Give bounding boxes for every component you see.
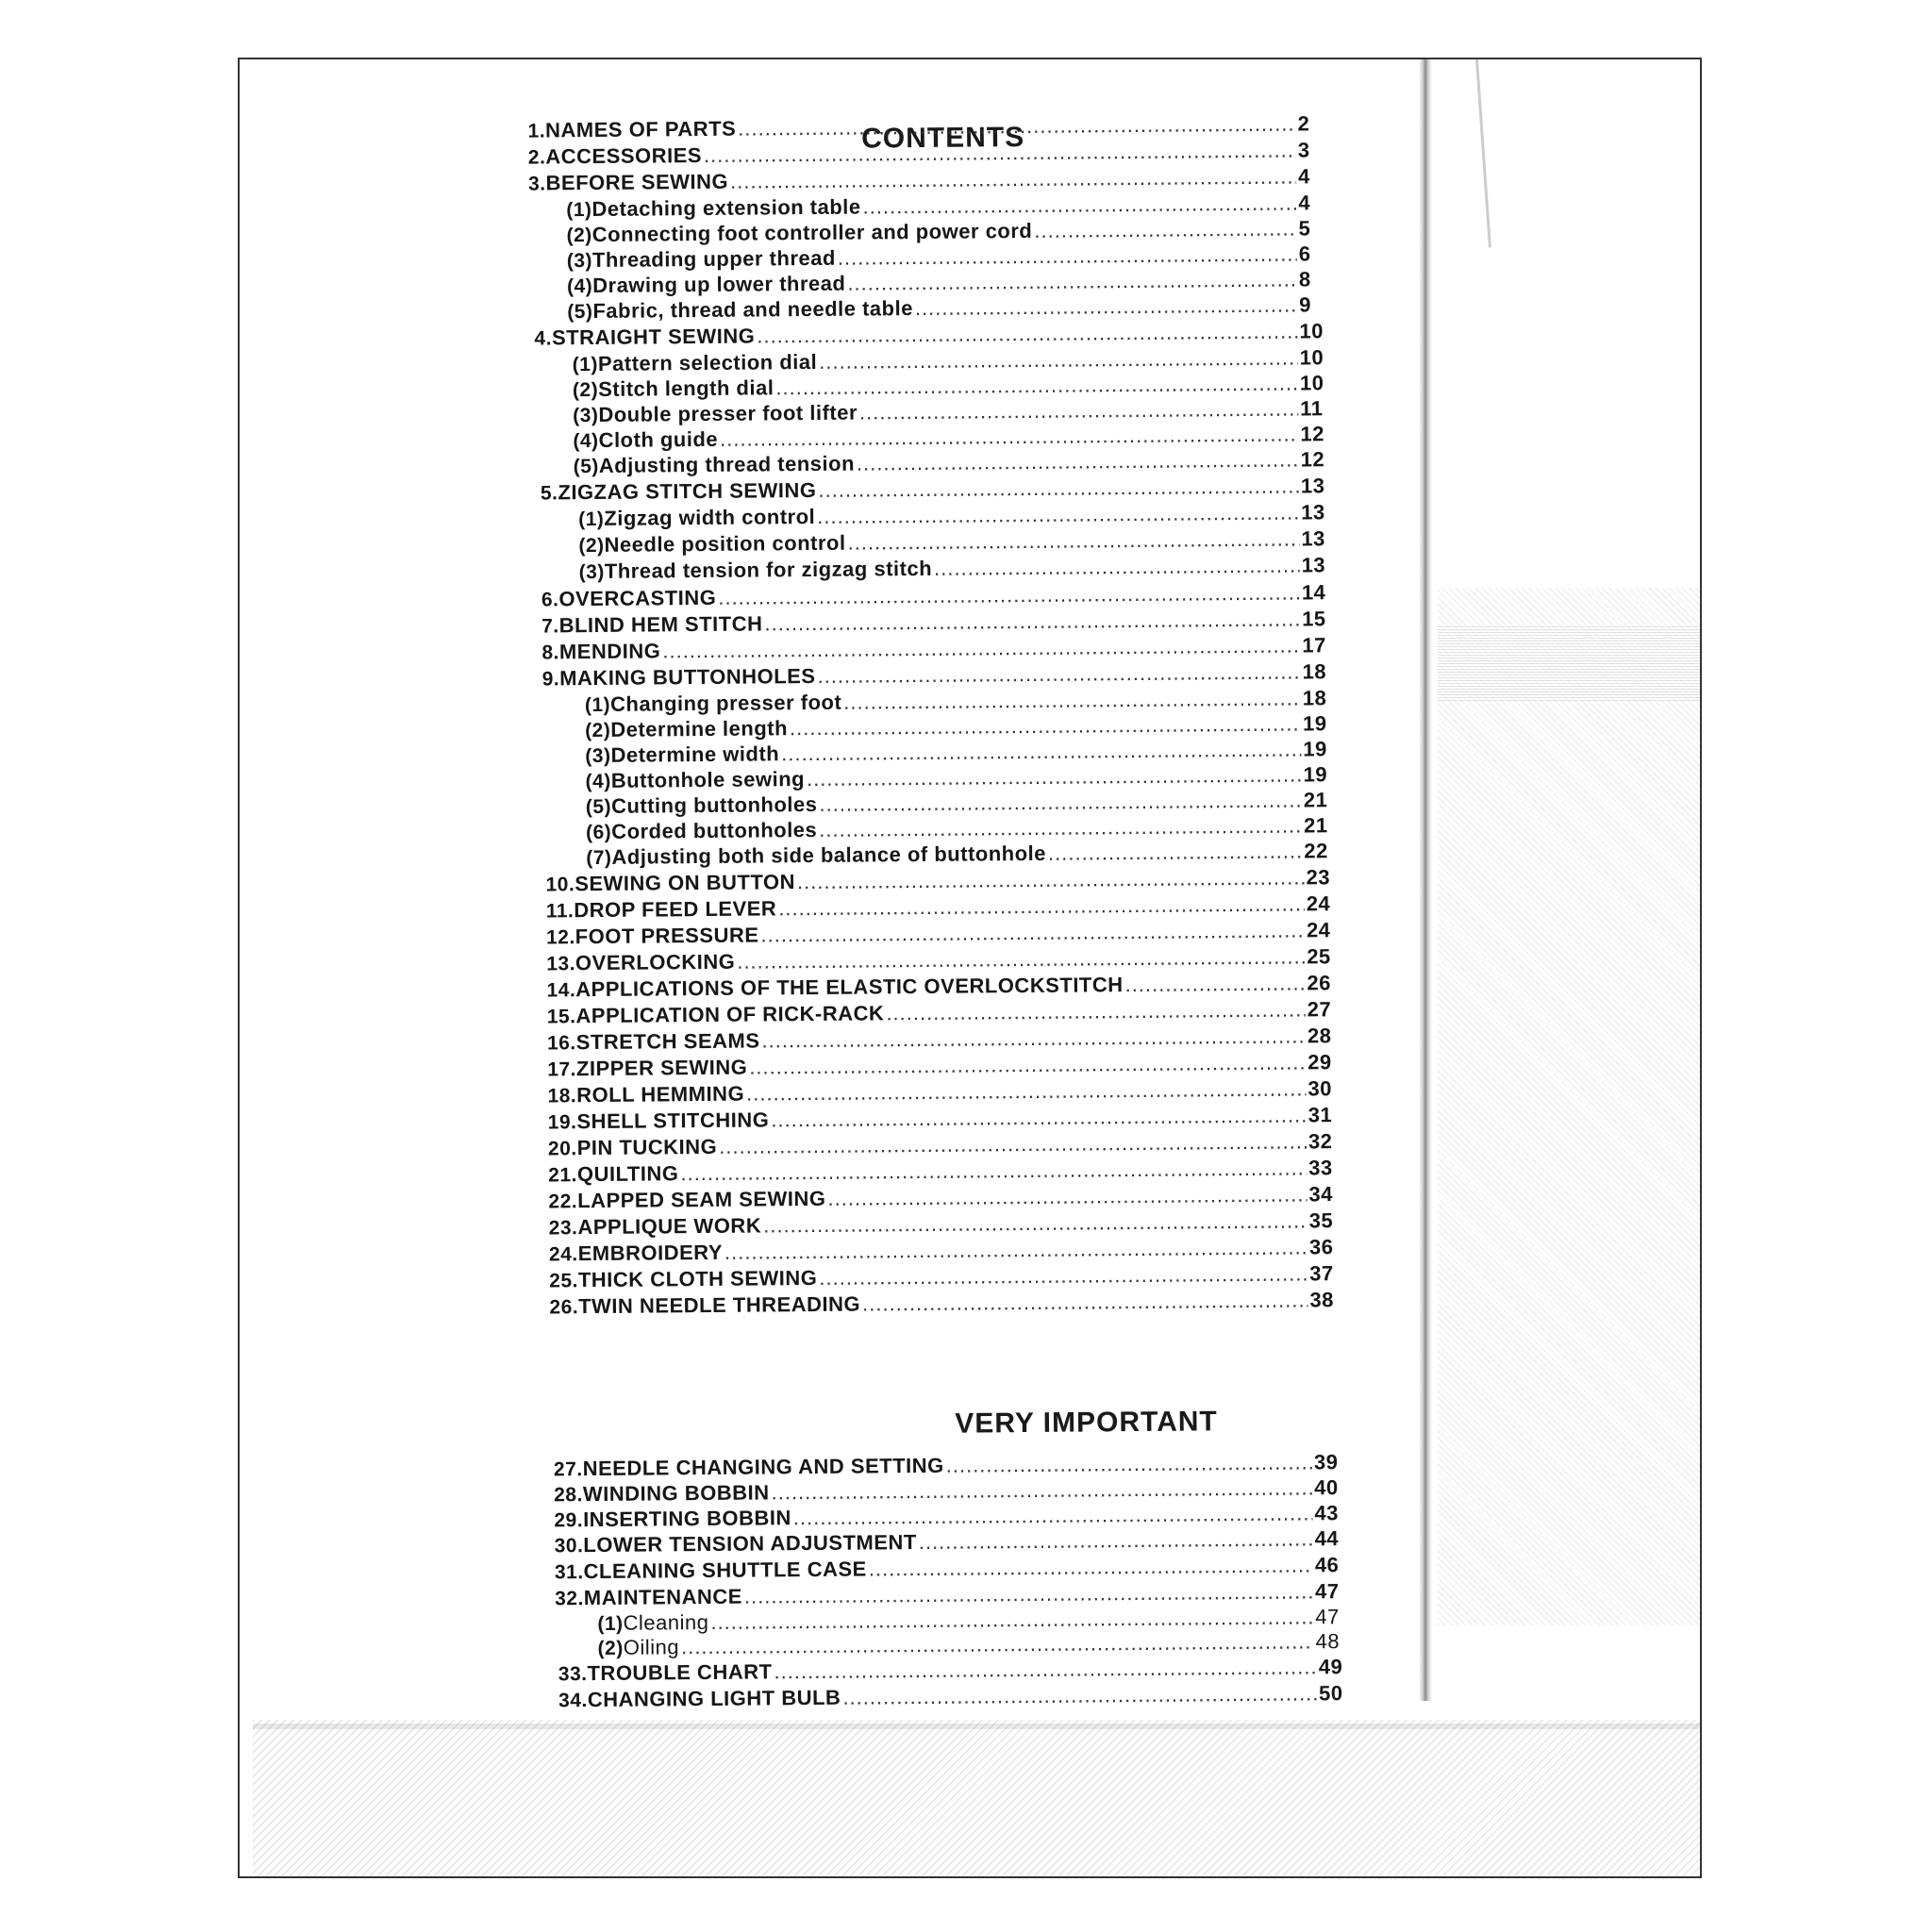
toc-entry-label: Cutting buttonholes bbox=[610, 791, 818, 818]
leader-dots bbox=[718, 580, 1300, 609]
leader-dots bbox=[827, 1182, 1307, 1210]
toc-entry-page: 24 bbox=[1306, 891, 1331, 916]
toc-entry-number: (5) bbox=[573, 455, 599, 478]
toc-subentry bbox=[578, 500, 1333, 531]
toc-entry-page: 48 bbox=[1315, 1629, 1341, 1654]
toc-entry-page: 18 bbox=[1302, 659, 1327, 684]
toc-entry-page: 2 bbox=[1297, 111, 1310, 136]
leader-dots bbox=[819, 345, 1298, 374]
toc-entry-page: 5 bbox=[1298, 216, 1311, 241]
toc-entry-page: 43 bbox=[1314, 1501, 1339, 1525]
toc-entry-page: 4 bbox=[1298, 191, 1311, 215]
toc-entry-number: 1. bbox=[527, 120, 546, 142]
toc-entry-label: PIN TUCKING bbox=[576, 1134, 718, 1160]
toc-entry-number: (4) bbox=[566, 275, 593, 298]
toc-entry-label: Buttonhole sewing bbox=[610, 767, 806, 792]
toc-entry-page: 15 bbox=[1302, 607, 1326, 631]
toc-entry-page: 8 bbox=[1298, 267, 1311, 291]
leader-dots bbox=[819, 1261, 1307, 1291]
toc-entry-label: OVERLOCKING bbox=[575, 949, 736, 975]
toc-entry-page: 25 bbox=[1307, 944, 1331, 969]
leader-dots bbox=[771, 1103, 1307, 1132]
toc-entry-label: MAINTENANCE bbox=[583, 1584, 743, 1610]
toc-entry-number: 10. bbox=[545, 874, 575, 896]
toc-entry-number: (1) bbox=[597, 1612, 624, 1636]
toc-entry-page: 18 bbox=[1302, 686, 1327, 710]
toc-entry-label: Connecting foot controller and power cord bbox=[591, 218, 1033, 247]
toc-entry-page: 38 bbox=[1309, 1288, 1335, 1312]
toc-entry-label: Threading upper thread bbox=[591, 245, 836, 273]
toc-entry-label: EMBROIDERY bbox=[577, 1240, 724, 1266]
leader-dots bbox=[847, 526, 1299, 555]
toc-entry-page: 13 bbox=[1301, 500, 1325, 525]
document-page bbox=[238, 58, 1702, 1878]
leader-dots bbox=[886, 997, 1306, 1025]
toc-entry-label: FOOT PRESSURE bbox=[575, 923, 759, 949]
toc-entry-number: 14. bbox=[546, 979, 576, 1002]
toc-entry-label: ACCESSORIES bbox=[545, 142, 703, 169]
toc-entry-label: TROUBLE CHART bbox=[587, 1659, 773, 1686]
toc-entry-page: 6 bbox=[1298, 242, 1311, 266]
toc-entry-label: Needle position control bbox=[604, 530, 846, 557]
scan-noise-right bbox=[1438, 588, 1702, 1625]
toc-entry-page: 3 bbox=[1297, 138, 1310, 162]
toc-entry-number: 16. bbox=[546, 1032, 576, 1055]
toc-entry-number: (4) bbox=[573, 429, 599, 453]
toc-entry-number: 23. bbox=[548, 1217, 578, 1240]
toc-entry-label: DROP FEED LEVER bbox=[574, 896, 777, 923]
leader-dots bbox=[760, 918, 1305, 947]
toc-entry-label: CLEANING SHUTTLE CASE bbox=[583, 1557, 867, 1584]
leader-dots bbox=[862, 1288, 1308, 1316]
leader-dots bbox=[737, 944, 1305, 974]
leader-dots bbox=[704, 138, 1296, 167]
toc-entry-number: (2) bbox=[566, 225, 592, 247]
toc-entry-label: BLIND HEM STITCH bbox=[558, 611, 763, 638]
toc-entry-label: STRETCH SEAMS bbox=[575, 1028, 760, 1055]
leader-dots bbox=[778, 891, 1305, 921]
toc-entry-label: APPLICATIONS OF THE ELASTIC OVERLOCKSTITCH bbox=[575, 973, 1124, 1002]
toc-entry-label: SHELL STITCHING bbox=[576, 1108, 770, 1134]
toc-entry-number: (1) bbox=[578, 508, 605, 531]
leader-dots bbox=[838, 242, 1297, 270]
toc-entry-number: (2) bbox=[578, 534, 605, 558]
toc-entry bbox=[549, 1288, 1341, 1319]
toc-entry-label: ZIGZAG STITCH SEWING bbox=[558, 477, 817, 505]
leader-dots bbox=[680, 1156, 1307, 1186]
toc-entry-label: NAMES OF PARTS bbox=[544, 116, 737, 142]
toc-entry-number: 21. bbox=[548, 1164, 578, 1187]
toc-entry-number: 29. bbox=[554, 1509, 584, 1532]
leader-dots bbox=[746, 1076, 1307, 1106]
toc-entry-page: 13 bbox=[1301, 553, 1326, 577]
toc-entry-page: 10 bbox=[1299, 371, 1324, 395]
leader-dots bbox=[774, 1655, 1317, 1684]
leader-dots bbox=[869, 1553, 1313, 1581]
toc-entry-page: 27 bbox=[1307, 997, 1332, 1022]
toc-entry-label: APPLICATION OF RICK-RACK bbox=[575, 1001, 885, 1028]
leader-dots bbox=[862, 191, 1296, 219]
leader-dots bbox=[744, 1579, 1313, 1608]
leader-dots bbox=[761, 1024, 1306, 1053]
toc-entry-label: QUILTING bbox=[576, 1161, 679, 1187]
toc-entry-label: NEEDLE CHANGING AND SETTING bbox=[582, 1453, 944, 1481]
toc-entry-page: 39 bbox=[1313, 1450, 1339, 1474]
leader-dots bbox=[819, 813, 1302, 841]
toc-entry-number: (5) bbox=[585, 795, 612, 819]
toc-entry-page: 11 bbox=[1300, 396, 1324, 421]
toc-entry-number: 34. bbox=[558, 1690, 588, 1712]
toc-entry-page: 36 bbox=[1308, 1235, 1334, 1259]
toc-entry-label: Adjusting thread tension bbox=[598, 451, 856, 477]
toc-entry-page: 12 bbox=[1300, 422, 1325, 446]
toc-entry-number: 15. bbox=[546, 1006, 576, 1028]
scan-noise-bottom bbox=[253, 1720, 1702, 1878]
toc-entry-label: Changing presser foot bbox=[609, 690, 842, 716]
toc-entry-number: 30. bbox=[554, 1535, 584, 1557]
toc-entry-number: 27. bbox=[553, 1458, 583, 1481]
toc-entry-label: BEFORE SEWING bbox=[545, 169, 729, 195]
toc-entry-number: 33. bbox=[558, 1663, 588, 1686]
toc-entry-label: LOWER TENSION ADJUSTMENT bbox=[583, 1530, 917, 1557]
toc-entry-label: Detaching extension table bbox=[591, 194, 861, 222]
toc-entry-label: INSERTING BOBBIN bbox=[583, 1506, 791, 1532]
toc-entry-page: 10 bbox=[1299, 319, 1324, 343]
leader-dots bbox=[781, 737, 1301, 766]
toc-entry-label: Stitch length dial bbox=[598, 375, 774, 401]
toc-entry-page: 4 bbox=[1297, 164, 1310, 189]
toc-entry-label: SEWING ON BUTTON bbox=[575, 870, 796, 896]
toc-entry-label: Thread tension for zigzag stitch bbox=[604, 556, 933, 583]
toc-entry-page: 21 bbox=[1303, 813, 1328, 838]
toc-entry-number: (3) bbox=[566, 250, 593, 273]
toc-entry-number: 9. bbox=[541, 668, 560, 691]
toc-subentry bbox=[578, 526, 1333, 558]
toc-entry-page: 46 bbox=[1314, 1553, 1340, 1577]
leader-dots bbox=[749, 1050, 1306, 1079]
toc-entry-number: 4. bbox=[534, 327, 553, 350]
toc-entry-number: (1) bbox=[566, 199, 592, 222]
leader-dots bbox=[738, 111, 1296, 141]
leader-dots bbox=[757, 319, 1297, 348]
toc-entry-number: (2) bbox=[572, 378, 599, 402]
leader-dots bbox=[662, 633, 1300, 663]
toc-entry-page: 31 bbox=[1307, 1103, 1333, 1127]
toc-entry-number: 3. bbox=[527, 173, 546, 195]
toc-entry-label: APPLIQUE WORK bbox=[577, 1213, 762, 1240]
toc-entry-number: 8. bbox=[541, 641, 560, 664]
toc-entry-page: 37 bbox=[1309, 1261, 1334, 1286]
toc-entry-number: (6) bbox=[585, 821, 612, 844]
toc-entry-label: Determine width bbox=[610, 741, 780, 767]
leader-dots bbox=[1048, 839, 1303, 865]
toc-entry-number: 18. bbox=[547, 1085, 577, 1108]
toc-entry-page: 22 bbox=[1304, 839, 1328, 863]
toc-entry-number: 19. bbox=[547, 1111, 577, 1134]
toc-entry-number: 5. bbox=[540, 482, 558, 505]
toc-entry-number: (3) bbox=[578, 560, 605, 584]
table-of-contents bbox=[376, 59, 1508, 1712]
toc-entry-page: 32 bbox=[1307, 1129, 1333, 1154]
contents-heading: CONTENTS bbox=[861, 122, 1025, 155]
leader-dots bbox=[817, 659, 1300, 688]
toc-entry-number: (4) bbox=[585, 770, 611, 793]
leader-dots bbox=[724, 1235, 1307, 1264]
leader-dots bbox=[763, 1208, 1307, 1238]
toc-entry-number: (5) bbox=[567, 301, 593, 324]
toc-entry-page: 12 bbox=[1300, 447, 1325, 472]
toc-entry-number: 20. bbox=[547, 1138, 577, 1160]
leader-dots bbox=[790, 711, 1301, 741]
toc-subentry bbox=[586, 839, 1336, 870]
leader-dots bbox=[818, 474, 1299, 502]
toc-entry-page: 30 bbox=[1307, 1076, 1333, 1101]
leader-dots bbox=[857, 447, 1299, 475]
toc-entry-number: 6. bbox=[541, 589, 559, 611]
toc-entry-label: Double presser foot lifter bbox=[598, 400, 858, 426]
toc-entry-page: 33 bbox=[1308, 1156, 1333, 1180]
toc-entry-page: 14 bbox=[1301, 580, 1326, 605]
toc-entry-page: 9 bbox=[1299, 292, 1312, 317]
leader-dots bbox=[730, 164, 1296, 193]
toc-entry-number: 13. bbox=[546, 953, 576, 975]
toc-entry-number: 22. bbox=[548, 1191, 578, 1213]
leader-dots bbox=[1124, 971, 1305, 997]
toc-entry-number: (1) bbox=[584, 693, 611, 717]
toc-entry-page: 49 bbox=[1318, 1655, 1343, 1679]
scan-noise-band bbox=[1438, 625, 1702, 701]
toc-entry bbox=[558, 1681, 1351, 1712]
leader-dots bbox=[934, 553, 1300, 580]
leader-dots bbox=[764, 607, 1300, 636]
toc-entry-number: 31. bbox=[554, 1561, 584, 1584]
toc-entry-page: 10 bbox=[1299, 345, 1324, 370]
toc-entry-page: 13 bbox=[1300, 474, 1325, 498]
toc-entry-number: 12. bbox=[545, 926, 575, 949]
toc-entry-number: (3) bbox=[573, 404, 599, 427]
toc-entry-number: 28. bbox=[554, 1484, 584, 1507]
leader-dots bbox=[775, 371, 1298, 400]
toc-entry-number: (1) bbox=[572, 353, 599, 376]
toc-entry-label: Pattern selection dial bbox=[597, 349, 818, 375]
leader-dots bbox=[843, 686, 1301, 714]
toc-entry-label: THICK CLOTH SEWING bbox=[577, 1265, 818, 1292]
toc-entry-label: ZIPPER SEWING bbox=[575, 1055, 748, 1081]
leader-dots bbox=[797, 865, 1305, 894]
toc-entry-page: 17 bbox=[1302, 633, 1326, 658]
leader-dots bbox=[719, 1129, 1307, 1158]
toc-entry-page: 13 bbox=[1301, 526, 1325, 551]
toc-entry-number: (2) bbox=[597, 1637, 624, 1660]
toc-entry-label: Determine length bbox=[610, 716, 789, 741]
toc-entry-number: (7) bbox=[586, 846, 612, 870]
toc-entry-label: CHANGING LIGHT BULB bbox=[587, 1685, 841, 1712]
leader-dots bbox=[819, 788, 1302, 816]
toc-entry-number: 25. bbox=[549, 1270, 579, 1292]
toc-entry-number: 11. bbox=[545, 900, 575, 923]
leader-dots bbox=[946, 1450, 1312, 1477]
leader-dots bbox=[859, 396, 1298, 425]
toc-entry-number: (3) bbox=[585, 744, 611, 768]
toc-entry-page: 40 bbox=[1314, 1475, 1339, 1500]
toc-entry-page: 44 bbox=[1314, 1526, 1340, 1551]
toc-entry-label: Cleaning bbox=[623, 1609, 709, 1635]
toc-entry-label: ROLL HEMMING bbox=[576, 1081, 745, 1108]
toc-entry-label: WINDING BOBBIN bbox=[582, 1480, 770, 1507]
toc-entry-label: Fabric, thread and needle table bbox=[592, 296, 913, 324]
toc-entry-page: 26 bbox=[1307, 971, 1332, 995]
toc-entry-page: 47 bbox=[1315, 1579, 1340, 1604]
leader-dots bbox=[807, 762, 1302, 791]
toc-entry-number: 2. bbox=[527, 146, 546, 169]
toc-entry-label: Zigzag width control bbox=[604, 504, 816, 530]
leader-dots bbox=[847, 267, 1297, 295]
toc-entry-page: 19 bbox=[1303, 737, 1327, 761]
toc-subentry bbox=[579, 553, 1334, 584]
toc-entry-label: Adjusting both side balance of buttonhole bbox=[611, 841, 1047, 869]
toc-entry-page: 21 bbox=[1303, 788, 1328, 812]
toc-entry-number: 24. bbox=[548, 1243, 578, 1266]
toc-entry-number: 26. bbox=[549, 1296, 579, 1319]
toc-entry-page: 50 bbox=[1318, 1681, 1343, 1706]
page-fold-shadow bbox=[1419, 59, 1432, 1701]
leader-dots bbox=[817, 500, 1299, 528]
toc-entry-label: OVERCASTING bbox=[558, 585, 717, 611]
toc-entry-label: MAKING BUTTONHOLES bbox=[559, 663, 816, 691]
toc-entry-page: 23 bbox=[1306, 865, 1331, 890]
toc-entry-page: 29 bbox=[1307, 1050, 1332, 1074]
leader-dots bbox=[771, 1475, 1312, 1505]
leader-dots bbox=[919, 1526, 1313, 1555]
toc-entry-page: 19 bbox=[1302, 711, 1327, 736]
toc-entry-page: 34 bbox=[1308, 1182, 1334, 1207]
toc-entry-label: Drawing up lower thread bbox=[592, 271, 846, 298]
leader-dots bbox=[842, 1681, 1317, 1709]
toc-entry-label: Oiling bbox=[623, 1635, 680, 1659]
toc-entry-label: TWIN NEEDLE THREADING bbox=[578, 1291, 861, 1319]
toc-entry-label: MENDING bbox=[558, 639, 661, 664]
toc-entry-page: 28 bbox=[1307, 1024, 1332, 1048]
toc-entry-page: 47 bbox=[1315, 1605, 1340, 1629]
leader-dots bbox=[915, 292, 1298, 321]
toc-entry-label: STRAIGHT SEWING bbox=[551, 324, 756, 350]
leader-dots bbox=[793, 1501, 1313, 1530]
toc-entry-label: LAPPED SEAM SEWING bbox=[577, 1186, 826, 1213]
toc-entry-label: Cloth guide bbox=[598, 426, 719, 452]
toc-entry-page: 24 bbox=[1306, 918, 1331, 942]
toc-entry-number: 7. bbox=[541, 615, 559, 638]
leader-dots bbox=[1034, 216, 1296, 242]
toc-entry-page: 35 bbox=[1308, 1208, 1334, 1233]
toc-entry-page: 19 bbox=[1303, 762, 1328, 787]
toc-entry-number: 17. bbox=[547, 1058, 577, 1081]
very-important-heading: VERY IMPORTANT bbox=[955, 1406, 1218, 1440]
toc-entry-number: (2) bbox=[585, 719, 611, 742]
page-fold-line bbox=[1475, 59, 1491, 248]
leader-dots bbox=[720, 422, 1299, 451]
toc-entry-label: Corded buttonholes bbox=[611, 817, 818, 843]
toc-entry-number: 32. bbox=[555, 1588, 584, 1610]
